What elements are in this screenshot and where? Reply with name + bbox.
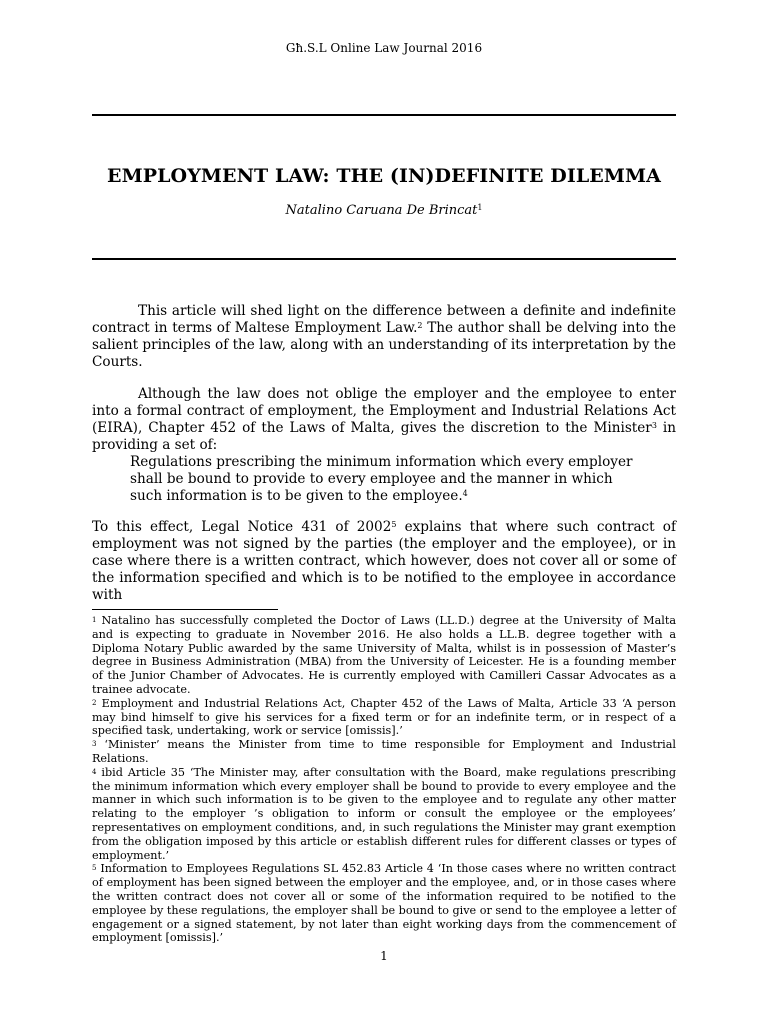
bottom-title-rule [92, 258, 676, 260]
footnote-ref-2: 2 [417, 321, 423, 330]
paragraph-1-tail: The author shall be delving into the salient principles of the law, along with an understanding of its interpretation by the Courts. [92, 320, 676, 370]
footnote-item [92, 738, 676, 766]
paragraph-3-text: To this effect, Legal Notice 431 of 2002 [92, 519, 392, 535]
article-title: EMPLOYMENT LAW: THE (IN)DEFINITE DILEMMA [107, 165, 661, 187]
footnote-ref-1: 1 [477, 203, 483, 212]
footnote-ref-4: 4 [462, 489, 468, 498]
footnote-text: Employment and Industrial Relations Act, Chapter 452 of the Laws of Malta, Article 33 ‘A person may bind himself to give his services for a fixed term or for an indefinite term, or in respect of a specified task, undertaking, work or service [omissis].’ [92, 696, 676, 738]
footnotes [92, 614, 676, 945]
paragraph-1-text: This article will shed light on the difference between a definite and indefinite contract in terms of Maltese Employment Law. [92, 303, 676, 336]
running-header: Għ.S.L Online Law Journal 2016 [285, 41, 483, 55]
footnote-number: 3 [92, 740, 97, 749]
block-quote-text: Regulations prescribing the minimum information which every employer shall be bound to provide to every employee and the manner in which such information is to be given to the employee. [130, 454, 633, 504]
footnote-text: ‘Minister’ means the Minister from time to time responsible for Employment and Industrial Relations. [92, 738, 676, 765]
footnote-item [92, 862, 676, 945]
paragraph-2-tail: in providing a set of: [92, 420, 676, 453]
footnote-number: 4 [92, 767, 97, 776]
footnote-item [92, 766, 676, 863]
paragraph-3 [92, 519, 676, 604]
footnote-number: 1 [92, 616, 97, 624]
article-author [0, 203, 768, 218]
paragraph-2 [92, 386, 676, 505]
footnote-text: ibid Article 35 ‘The Minister may, after consultation with the Board, make regulations prescribing the minimum information which every employer shall be bound to provide to every employee and the manner in which such information is to be given to the employee and to regulate any other matter relating to the employer ’s obligation to inform or consult the employee or the employees’ representatives on employment conditions, and, in such regulations the Minister may grant exemption from the obligation imposed by this article or establish different rules for different classes or types of employment.’ [92, 765, 676, 862]
paragraph-2-text: Although the law does not oblige the employer and the employee to enter into a formal contract of employment, the Employment and Industrial Relations Act (EIRA), Chapter 452 of the Laws of Malta, gives the discretion to the Minister [92, 386, 676, 436]
top-rule [92, 114, 676, 116]
footnote-number: 2 [92, 698, 97, 707]
footnote-text: Information to Employees Regulations SL 452.83 Article 4 ‘In those cases where no written contract of employment has been signed between the employer and the employee, and, or in those cases where the written contract does not cover all or some of the information required to be notified to the employee by these regulations, the employer shall be bound to give or send to the employee a letter of engagement or a signed statement, by not later than eight working days from the commencement of employment [omissis].’ [92, 862, 676, 945]
footnote-ref-5: 5 [391, 520, 397, 529]
footnote-item [92, 697, 676, 738]
block-quote [92, 454, 676, 505]
footnote-text: Natalino has successfully completed the Doctor of Laws (LL.D.) degree at the University of Malta and is expecting to graduate in November 2016. He also holds a LL.B. degree together with a Diploma Notary Public awarded by the same University of Malta, whilst is in possession of Master’s degree in Business Administration (MBA) from the University of Leicester. He is a founding member of the Junior Chamber of Advocates. He is currently employed with Camilleri Cassar Advocates as a trainee advocate. [92, 614, 676, 696]
paragraph-3-tail: explains that where such contract of employment was not signed by the parties (the employer and the employee), or in case where there is a written contract, which however, does not cover all or some of the information specified and which is to be notified to the employee in accordance with [92, 519, 676, 603]
author-name: Natalino Caruana De Brincat [285, 203, 478, 218]
footnote-item [92, 614, 676, 697]
footnote-separator [92, 609, 278, 610]
page-number: 1 [380, 949, 388, 963]
footnote-ref-3: 3 [651, 421, 657, 430]
footnote-number: 5 [92, 864, 97, 873]
paragraph-1 [92, 303, 676, 371]
